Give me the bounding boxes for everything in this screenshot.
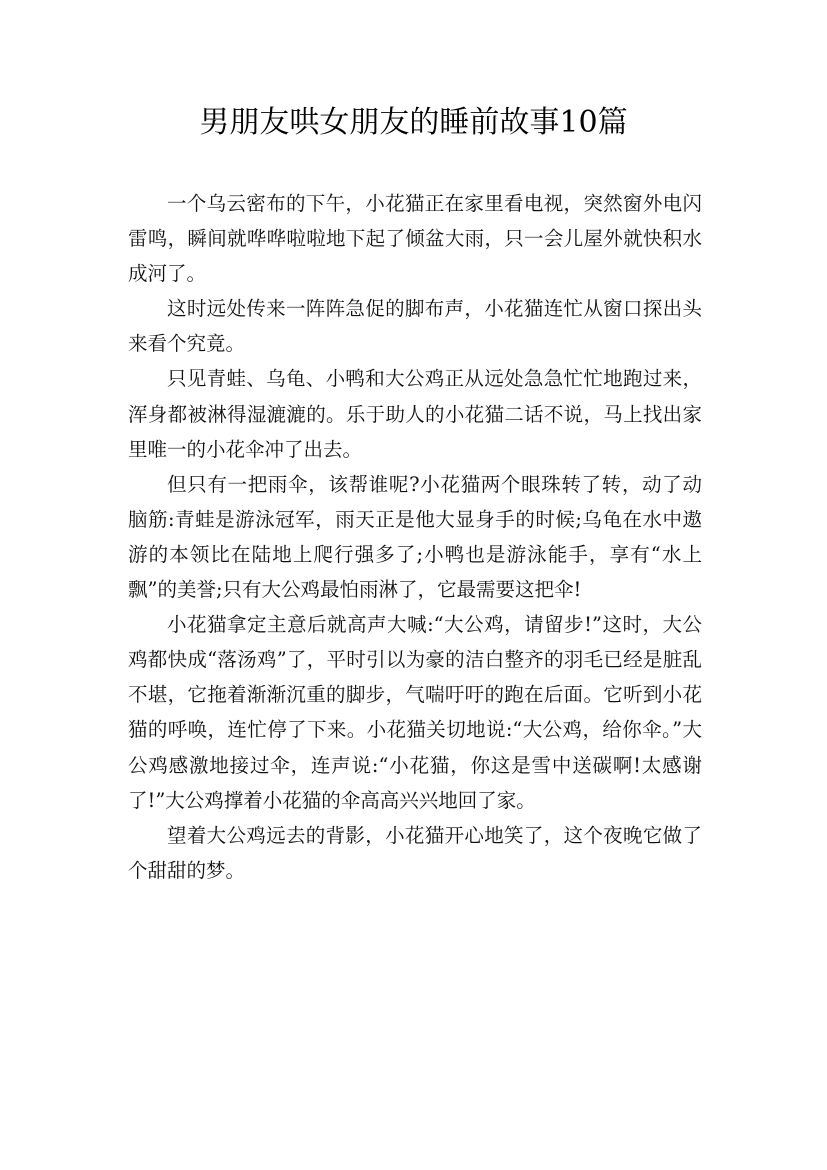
story-body [128, 186, 702, 888]
paragraph-4: 但只有一把雨伞，该帮谁呢?小花猫两个眼珠转了转，动了动脑筋:青蛙是游泳冠军，雨天正是他大显身手的时候;乌龟在水中遨游的本领比在陆地上爬行强多了;小鸭也是游泳能手，享有“水上飘”的美誉;只有大公鸡最怕雨淋了，它最需要这把伞! [128, 472, 702, 602]
paragraph-6: 望着大公鸡远去的背影，小花猫开心地笑了，这个夜晚它做了个甜甜的梦。 [128, 823, 702, 882]
paragraph-2: 这时远处传来一阵阵急促的脚布声，小花猫连忙从窗口探出头来看个究竟。 [128, 297, 702, 356]
paragraph-3: 只见青蛙、乌龟、小鸭和大公鸡正从远处急急忙忙地跑过来，浑身都被淋得湿漉漉的。乐于助人的小花猫二话不说，马上找出家里唯一的小花伞冲了出去。 [128, 367, 702, 461]
document-title: 男朋友哄女朋友的睡前故事10篇 [199, 105, 628, 140]
paragraph-5: 小花猫拿定主意后就高声大喊:“大公鸡，请留步!”这时，大公鸡都快成“落汤鸡”了，平时引以为豪的洁白整齐的羽毛已经是脏乱不堪，它拖着渐渐沉重的脚步，气喘吁吁的跑在后面。它听到小花猫的呼唤，连忙停了下来。小花猫关切地说:“大公鸡，给你伞。”大公鸡感激地接过伞，连声说:“小花猫，你这是雪中送碳啊!太感谢了!”大公鸡撑着小花猫的伞高高兴兴地回了家。 [128, 613, 702, 812]
paragraph-1: 一个乌云密布的下午，小花猫正在家里看电视，突然窗外电闪雷鸣，瞬间就哗哗啦啦地下起了倾盆大雨，只一会儿屋外就快积水成河了。 [128, 192, 702, 286]
